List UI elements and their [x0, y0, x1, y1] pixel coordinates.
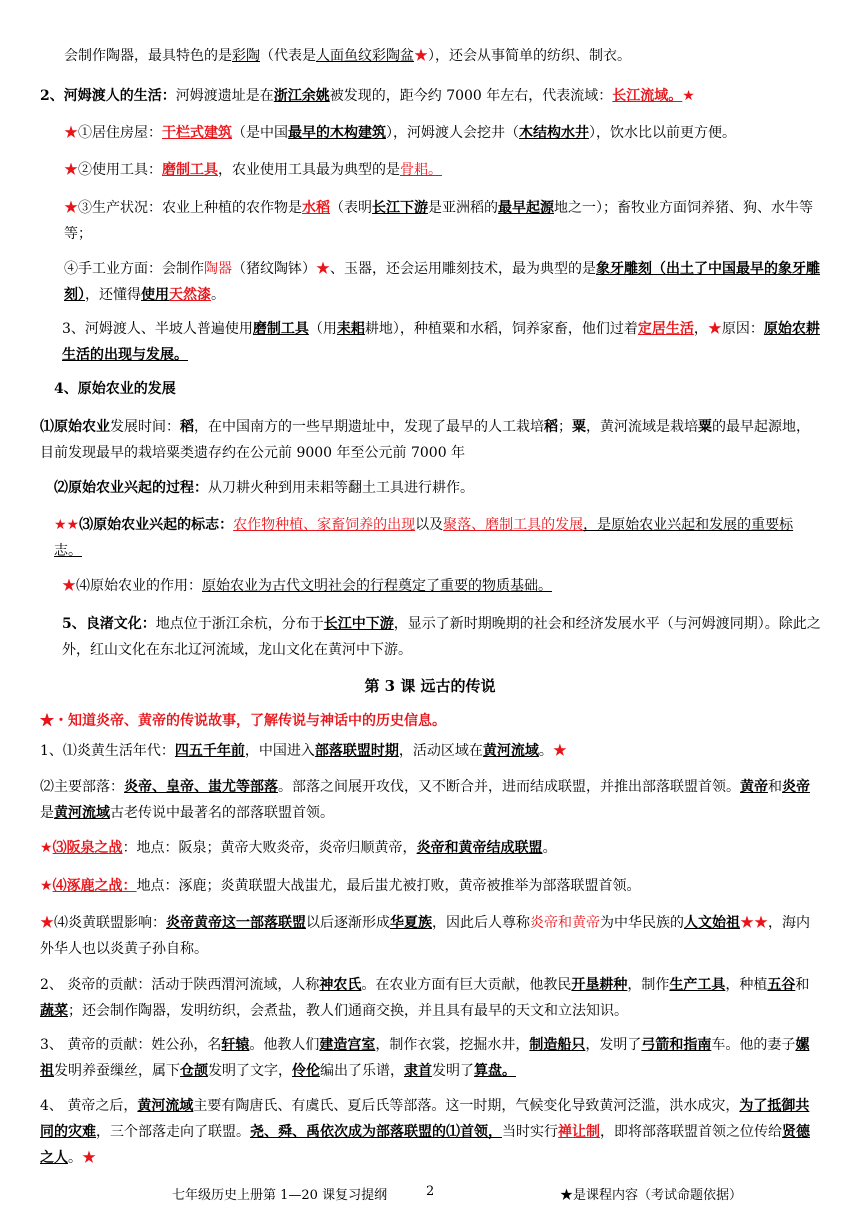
text: 黄河流域: [482, 743, 539, 759]
text: 干栏式建筑: [162, 125, 232, 141]
text: ⑴原始农业: [40, 419, 110, 435]
text: 原因：: [721, 321, 764, 337]
objective-line: [40, 708, 820, 734]
text: 稻: [544, 419, 558, 435]
text: （是中国: [232, 125, 288, 141]
text: ①居住房屋：: [78, 125, 162, 141]
text: 农作物种植、家畜饲养的出现: [233, 517, 416, 533]
text: ，制作衣裳，挖掘水井，: [375, 1037, 530, 1053]
text: 4、 黄帝之后，: [40, 1098, 138, 1114]
text-line: [64, 120, 824, 146]
text: 四五千年前: [174, 743, 245, 759]
text: ④手工业方面：会制作: [64, 261, 204, 277]
text: 以及: [415, 517, 444, 533]
text: 地点：涿鹿；炎黄联盟大战蚩尤，最后蚩尤被打败，黄帝被推举为部落联盟首领。: [136, 878, 641, 894]
text: 耒耜: [336, 321, 365, 337]
footer-note: ★是课程内容（考试命题依据）: [560, 1188, 743, 1203]
text: 粟: [572, 419, 586, 435]
text: ），饮水比以前更方便。: [589, 125, 736, 141]
text: ，活动区域在: [398, 743, 483, 759]
text-line: [40, 414, 820, 466]
star-icon: ★: [552, 743, 567, 759]
text: 五谷: [767, 977, 796, 993]
heading: 5、良渚文化：: [62, 616, 156, 632]
text-line: [64, 256, 824, 308]
text: （用: [308, 321, 337, 337]
text: 。: [68, 1150, 82, 1166]
text: 为了抵御共同的灾难: [40, 1098, 810, 1140]
heading: 4、原始农业的发展: [54, 381, 176, 397]
text: 长江下游: [372, 200, 428, 216]
text: 和: [768, 779, 782, 795]
text: 被发现的，距今约 7000 年左右，代表流域：: [329, 88, 613, 104]
text-line: [40, 738, 820, 764]
text: 发明了文字，: [208, 1063, 292, 1079]
text: ，黄河流域是栽培: [586, 419, 698, 435]
text: 。他教人们: [249, 1037, 320, 1053]
text: ，农业使用工具最为典型的是: [218, 162, 400, 178]
text: 建造宫室: [319, 1037, 376, 1053]
text: 是亚洲稻的: [428, 200, 498, 216]
text-line: [40, 83, 820, 109]
text: 阪泉之战: [66, 840, 123, 856]
text: 骨耜。: [400, 162, 442, 178]
text-line: [54, 475, 834, 501]
star-icon: ★: [707, 321, 722, 337]
lesson-title: 第 3 课 远古的传说: [364, 677, 496, 695]
text: 。部落之间展开攻伐，又不断合并，进而结成联盟，并推出部落联盟首领。: [278, 779, 740, 795]
text-line: [40, 1032, 820, 1084]
text: 轩辕: [221, 1037, 250, 1053]
text: ，三个部落走向了联盟。: [96, 1124, 250, 1140]
text: 当时实行: [502, 1124, 558, 1140]
text: 伶伦: [292, 1063, 320, 1079]
text: 原始农业为古代文明社会的行程奠定了重要的物质基础。: [202, 578, 552, 594]
text: （代表是: [260, 48, 316, 64]
text: ③生产状况：农业上种植的农作物是: [78, 200, 302, 216]
section-heading: [54, 376, 834, 402]
text: 象牙雕刻（出土了中国最早的象牙雕刻）: [64, 261, 820, 303]
text: 蔬菜: [40, 1003, 68, 1019]
text: 尧、舜、禹依次成为部落联盟的⑴首领，: [250, 1124, 502, 1140]
text-line: [64, 195, 824, 247]
text: 3、河姆渡人、半坡人普遍使用: [62, 321, 253, 337]
text: 神农氏: [319, 977, 362, 993]
text: 陶器: [204, 261, 232, 277]
text: 磨制工具: [162, 162, 218, 178]
text: 黄河流域: [54, 805, 110, 821]
text: 黄帝: [740, 779, 768, 795]
text: 生产工具: [669, 977, 726, 993]
text: 。在农业方面有巨大贡献，他教民: [361, 977, 572, 993]
text: 稻: [180, 419, 194, 435]
text: ⑵主要部落：: [40, 779, 124, 795]
text: 炎帝黄帝这一部落联盟: [166, 915, 306, 931]
text: 彩陶: [232, 48, 260, 64]
heading: 2、河姆渡人的生活：: [40, 88, 176, 104]
text: ，中国进入: [244, 743, 315, 759]
text: ⑷炎黄联盟影响：: [54, 915, 166, 931]
text: 的最早起源地，目前发现最早的栽培粟类遗存约在公元前 9000 年至公元前 7000 年: [40, 419, 810, 461]
text: 部落联盟时期: [314, 743, 399, 759]
text: 。: [211, 287, 225, 303]
text: （猪纹陶钵）: [232, 261, 316, 277]
text: 粟: [698, 419, 712, 435]
text: 发明养蚕缫丝，属下: [54, 1063, 180, 1079]
star-icon: ★: [82, 1150, 96, 1166]
text: ，即将部落联盟首领之位传给: [600, 1124, 782, 1140]
text: 仓颉: [180, 1063, 208, 1079]
text: 算盘。: [474, 1063, 516, 1079]
text-line: [40, 972, 820, 1024]
text: ，因此后人尊称: [432, 915, 530, 931]
text: ⑶原始农业兴起的标志：: [79, 517, 234, 533]
text: ，是原始农业兴起和发展的重要标志。: [54, 517, 794, 559]
text-line: [40, 774, 820, 826]
text: ，种植: [725, 977, 768, 993]
star-icon: ★: [62, 578, 76, 594]
star-icon: ★: [316, 261, 330, 277]
text: 使用: [141, 287, 169, 303]
text: 和: [795, 977, 810, 993]
text-line: [40, 835, 820, 861]
star-icon: ★: [64, 200, 78, 216]
text: 人文始祖: [684, 915, 740, 931]
text: ②使用工具：: [78, 162, 162, 178]
text-line: [64, 43, 824, 69]
star-icon: ★: [64, 162, 78, 178]
star-icon: ★: [40, 878, 53, 894]
text: ，显示了新时期晚期的社会和经济发展水平（与河姆渡同期）。除此之外，红山文化在东北辽河流域，龙山文化在黄河中下游。: [62, 616, 821, 658]
text: 最早的木构建筑: [288, 125, 386, 141]
text: 1、⑴炎黄生活年代：: [40, 743, 175, 759]
text: ⑵原始农业兴起的过程：: [54, 480, 208, 496]
text: 、玉器，还会运用雕刻技术，最为典型的是: [330, 261, 596, 277]
text: 耕地），种植粟和水稻，饲养家畜，他们过着: [364, 321, 638, 337]
text: 。: [538, 743, 553, 759]
text: 为中华民族的: [600, 915, 684, 931]
text: 炎帝和黄帝: [530, 915, 600, 931]
star-icon: ★★: [740, 915, 768, 931]
text: 。: [542, 840, 557, 856]
text: 制造船只: [529, 1037, 586, 1053]
text: 炎帝: [782, 779, 810, 795]
text: 古老传说中最著名的部落联盟首领。: [110, 805, 334, 821]
text-line: [62, 573, 842, 599]
text: ，发明了: [585, 1037, 642, 1053]
text: （表明: [330, 200, 372, 216]
text: 华夏族: [390, 915, 432, 931]
text: 车。他的妻子: [711, 1037, 796, 1053]
text: ⑶: [52, 840, 67, 856]
text: 定居生活: [637, 321, 694, 337]
text: ⑷: [52, 878, 67, 894]
text: 天然漆: [169, 287, 211, 303]
text: 贤德之人: [40, 1124, 810, 1166]
text: 是: [40, 805, 54, 821]
text: 嫘祖: [40, 1037, 810, 1079]
text: ★・知道炎帝、黄帝的传说故事，了解传说与神话中的历史信息。: [40, 713, 446, 729]
text: ，在中国南方的一些早期遗址中，发现了最早的人工栽培: [194, 419, 544, 435]
text: 聚落、磨制工具的发展: [443, 517, 584, 533]
text: 发展时间：: [110, 419, 180, 435]
text: 禅让制: [558, 1124, 600, 1140]
text: 发明了: [432, 1063, 474, 1079]
text: ，还懂得: [85, 287, 141, 303]
text-line: [40, 1093, 820, 1171]
star-icon: ★: [64, 125, 78, 141]
text: 炎帝和黄帝结成联盟: [416, 840, 543, 856]
text: ，制作: [627, 977, 670, 993]
text: ），还会从事简单的纺织、制衣。: [428, 48, 631, 64]
text: 炎帝、皇帝、蚩尤等部落: [124, 779, 278, 795]
page-number: 2: [426, 1184, 435, 1199]
text-line: [54, 512, 820, 564]
text: 以后逐渐形成: [306, 915, 390, 931]
text: 3、 黄帝的贡献：姓公孙，名: [40, 1037, 222, 1053]
star-icon: ★: [414, 48, 428, 64]
text: 浙江余姚: [273, 88, 330, 104]
text: 河姆渡遗址是在: [175, 88, 274, 104]
text-line: [40, 873, 820, 899]
text: 原始农耕生活的出现与发展。: [62, 321, 820, 363]
text: ：地点：阪泉；黄帝大败炎帝，炎帝归顺黄帝，: [122, 840, 417, 856]
star-icon: ★: [40, 840, 53, 856]
text: ；还会制作陶器，发明纺织，会煮盐，教人们通商交换，并且具有最早的天文和立法知识。: [68, 1003, 628, 1019]
text: 从刀耕火种到用耒耜等翻土工具进行耕作。: [208, 480, 474, 496]
text: 2、 炎帝的贡献：活动于陕西渭河流域，人称: [40, 977, 320, 993]
text: 弓箭和指南: [641, 1037, 712, 1053]
text: 最早起源: [498, 200, 554, 216]
text: 人面鱼纹彩陶盆: [316, 48, 414, 64]
text: 黄河流域: [137, 1098, 194, 1114]
text: 水稻: [302, 200, 330, 216]
text: 长江中下游: [323, 616, 394, 632]
text-line: [62, 611, 824, 663]
text: ），河姆渡人会挖井（: [386, 125, 519, 141]
text: 磨制工具: [252, 321, 309, 337]
text: 长江流域。: [612, 88, 683, 104]
text-line: [64, 157, 824, 183]
text: 主要有陶唐氏、有虞氏、夏后氏等部落。这一时期，气候变化导致黄河泛滥，洪水成灾，: [193, 1098, 740, 1114]
text: 地之一）；畜牧业方面饲养猪、狗、水牛等等；: [64, 200, 813, 242]
text: 地点位于浙江余杭，分布于: [155, 616, 324, 632]
text: 木结构水井: [519, 125, 589, 141]
text: ，: [693, 321, 708, 337]
text: 会制作陶器，最具特色的是: [64, 48, 232, 64]
text: ；: [558, 419, 572, 435]
star-icon: ★★: [54, 517, 80, 533]
footer-title: 七年级历史上册第 1—20 课复习提纲: [172, 1188, 388, 1203]
text: ，海内外华人也以炎黄子孙自称。: [40, 915, 810, 957]
text: 隶首: [404, 1063, 432, 1079]
text-line: [62, 316, 824, 368]
text-line: [40, 910, 820, 962]
text: 涿鹿之战：: [66, 878, 137, 894]
text: ⑷原始农业的作用：: [76, 578, 202, 594]
text: 开垦耕种: [571, 977, 628, 993]
star-icon: ★: [40, 915, 54, 931]
star-icon: ★: [682, 88, 695, 104]
text: 编出了乐谱，: [320, 1063, 404, 1079]
